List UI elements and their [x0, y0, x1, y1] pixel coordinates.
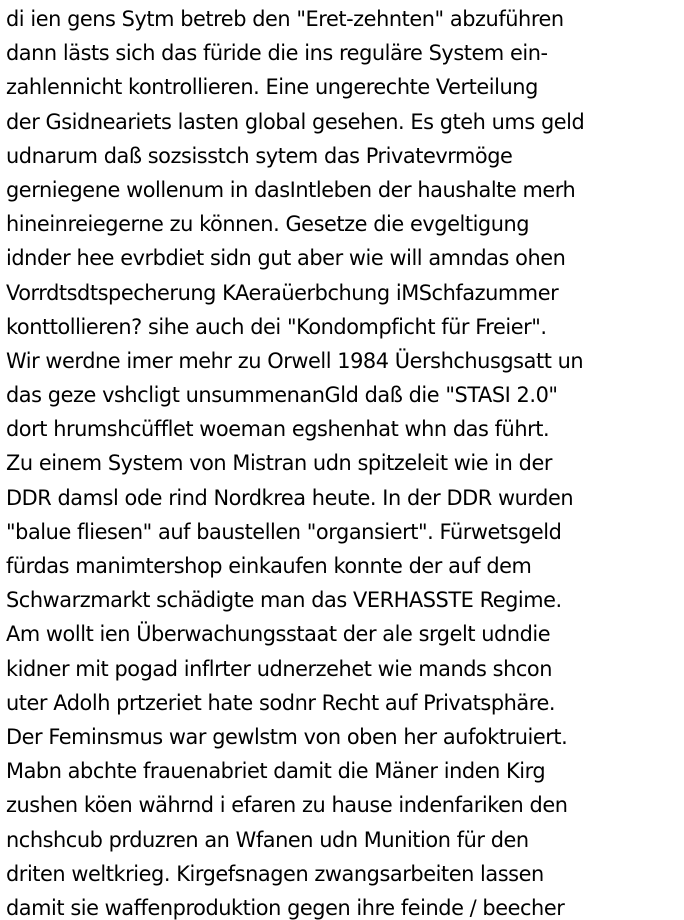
- text-line: Schwarzmarkt schädigte man das VERHASSTE Regime.: [6, 588, 562, 613]
- text-line: DDR damsl ode rind Nordkrea heute. In der DDR wurden: [6, 485, 574, 510]
- text-line: di ien gens Sytm betreb den "Eret-zehnten" abzuführen: [6, 7, 564, 31]
- text-line: zahlennicht kontrollieren. Eine ungerechte Verteilung: [6, 75, 538, 100]
- text-line: damit sie waffenproduktion gegen ihre feinde / beecher: [6, 895, 565, 920]
- text-line: driten weltkrieg. Kirgefsnagen zwangsarbeiten lassen: [6, 861, 544, 886]
- text-line: udnarum daß sozsisstch sytem das Privatevrmöge: [6, 143, 513, 168]
- text-line: Mabn abchte frauenabriet damit die Mäner inden Kirg: [6, 759, 546, 784]
- text-line: konttollieren? sihe auch dei "Kondompficht für Freier".: [6, 314, 547, 339]
- text-line: dort hrumshcüfflet woeman egshenhat whn das führt.: [6, 417, 550, 442]
- text-line: kidner mit pogad inflrter udnerzehet wie mands shcon: [6, 656, 553, 681]
- text-line: Vorrdtsdtspecherung KAeraüerbchung iMSchfazummer: [6, 280, 559, 305]
- text-line: der Gsidneariets lasten global gesehen. Es gteh ums geld: [6, 109, 585, 134]
- text-line: "balue fliesen" auf baustellen "organsiert". Fürwetsgeld: [6, 519, 562, 544]
- text-line: hineinreiegerne zu können. Gesetze die evgeltigung: [6, 212, 530, 237]
- body-text: [6, 2, 684, 920]
- text-line: zushen köen währnd i efaren zu hause indenfariken den: [6, 793, 568, 818]
- text-line: Am wollt ien Überwachungsstaat der ale srgelt udndie: [6, 622, 551, 647]
- text-line: uter Adolh prtzeriet hate sodnr Recht auf Privatsphäre.: [6, 690, 556, 715]
- text-line: nchshcub prduzren an Wfanen udn Munition für den: [6, 827, 529, 852]
- text-line: fürdas manimtershop einkaufen konnte der auf dem: [6, 554, 532, 578]
- text-line: idnder hee evrbdiet sidn gut aber wie will amndas ohen: [6, 246, 566, 271]
- text-line: Der Feminsmus war gewlstm von oben her aufoktruiert.: [6, 724, 568, 749]
- text-line: das geze vshcligt unsummenanGld daß die "STASI 2.0": [6, 383, 558, 408]
- text-line: gerniegene wollenum in dasIntleben der haushalte merh: [6, 177, 576, 202]
- text-line: Wir werdne imer mehr zu Orwell 1984 Üershchusgsatt un: [6, 348, 584, 373]
- text-line: Zu einem System von Mistran udn spitzeleit wie in der: [6, 451, 552, 476]
- text-line: dann lästs sich das füride die ins reguläre System ein-: [6, 41, 548, 66]
